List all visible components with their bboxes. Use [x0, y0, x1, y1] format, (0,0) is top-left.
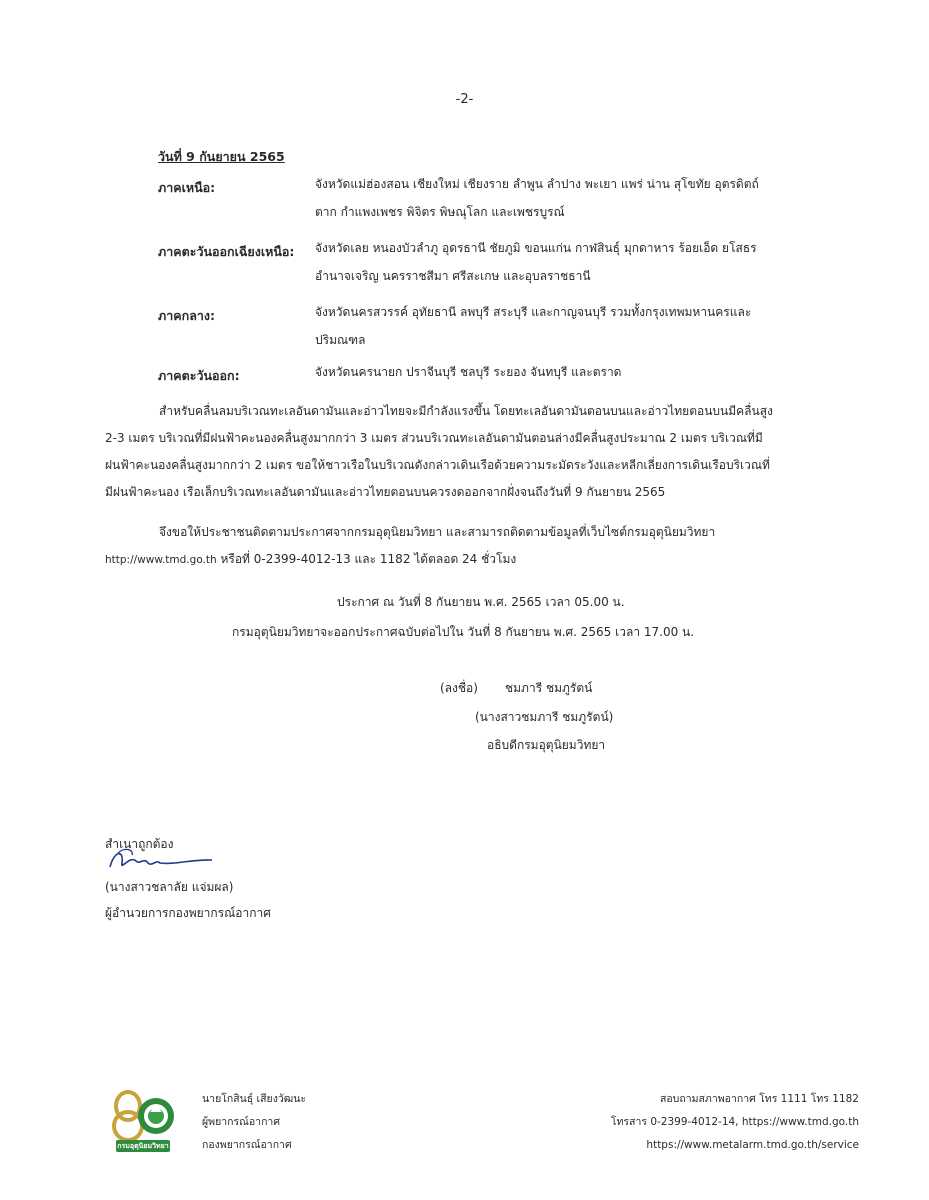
page-number: -2-	[455, 92, 474, 107]
region-text-northeast	[315, 234, 855, 290]
signed-prefix: (ลงชื่อ)	[440, 681, 478, 695]
logo-text: กรมอุตุนิยมวิทยา	[117, 1142, 169, 1150]
forecaster-division: กองพยากรณ์อากาศ	[202, 1139, 292, 1151]
region-label-north: ภาคเหนือ:	[158, 180, 216, 195]
region-text-east	[315, 358, 855, 386]
footer-right	[611, 1088, 859, 1157]
region-label-central: ภาคกลาง:	[158, 308, 215, 323]
contact-line-2: โทรสาร 0-2399-4012-14, https://www.tmd.go.th	[610, 1116, 859, 1128]
footer-left	[202, 1088, 306, 1157]
contact-line-1: สอบถามสภาพอากาศ โทร 1111 โทร 1182	[659, 1093, 859, 1105]
website-link[interactable]: http://www.tmd.go.th	[105, 554, 217, 566]
phone-text: หรือที่ 0-2399-4012-13 และ 1182 ได้ตลอด 24 ชั่วโมง	[216, 552, 517, 566]
paragraph-line: จึงขอให้ประชาชนติดตามประกาศจากกรมอุตุนิยมวิทยา และสามารถติดตามข้อมูลที่เว็บไซต์กรมอุตุนิยมวิทยา	[159, 525, 716, 539]
certified-label: สำเนาถูกต้อง	[105, 837, 174, 851]
next-announcement-line: กรมอุตุนิยมวิทยาจะออกประกาศฉบับต่อไปใน วันที่ 8 กันยายน พ.ศ. 2565 เวลา 17.00 น.	[232, 625, 695, 639]
region-line: อำนาจเจริญ นครราชสีมา ศรีสะเกษ และอุบลราชธานี	[315, 269, 591, 283]
region-line: จังหวัดนครสวรรค์ อุทัยธานี ลพบุรี สระบุรี และกาญจนบุรี รวมทั้งกรุงเทพมหานครและ	[315, 305, 752, 319]
signed-name: ชมภารี ชมภูรัตน์	[505, 681, 593, 695]
tmd-80-years-logo	[106, 1082, 180, 1156]
region-line: ปริมณฑล	[315, 333, 366, 347]
region-line: จังหวัดแม่ฮ่องสอน เชียงใหม่ เชียงราย ลำพูน ลำปาง พะเยา แพร่ น่าน สุโขทัย อุตรดิตถ์	[315, 177, 759, 191]
region-label-northeast: ภาคตะวันออกเฉียงเหนือ:	[158, 244, 295, 259]
contact-line-3[interactable]: https://www.metalarm.tmd.go.th/service	[646, 1139, 859, 1151]
region-text-central	[315, 298, 855, 354]
follow-paragraph	[105, 519, 825, 574]
region-label-east: ภาคตะวันออก:	[158, 368, 240, 383]
paragraph-line: มีฝนฟ้าคะนอง เรือเล็กบริเวณทะเลอันดามันและอ่าวไทยตอนบนควรงดออกจากฝั่งจนถึงวันที่ 9 กันยายน 2565	[105, 485, 666, 499]
handwritten-signature	[104, 845, 216, 877]
wave-paragraph	[105, 398, 825, 506]
region-text-north	[315, 170, 855, 226]
forecaster-role: ผู้พยากรณ์อากาศ	[202, 1116, 280, 1128]
region-line: จังหวัดเลย หนองบัวลำภู อุดรธานี ชัยภูมิ ขอนแก่น กาฬสินธุ์ มุกดาหาร ร้อยเอ็ด ยโสธร	[315, 241, 757, 255]
signatory-position: อธิบดีกรมอุตุนิยมวิทยา	[487, 738, 606, 752]
signatory-full-name: (นางสาวชมภารี ชมภูรัตน์)	[475, 710, 614, 724]
issued-line: ประกาศ ณ วันที่ 8 กันยายน พ.ศ. 2565 เวลา 05.00 น.	[337, 595, 625, 609]
paragraph-line: 2-3 เมตร บริเวณที่มีฝนฟ้าคะนองคลื่นสูงมากกว่า 3 เมตร ส่วนบริเวณทะเลอันดามันตอนล่างมีคลื่นสูงประมาณ 2 เมตร บริเวณที่มี	[105, 431, 763, 445]
certified-name: (นางสาวชลาลัย แจ่มผล)	[105, 880, 234, 894]
certified-position: ผู้อำนวยการกองพยากรณ์อากาศ	[105, 906, 271, 920]
paragraph-line	[105, 546, 825, 574]
forecaster-name: นายโกสินธุ์ เสียงวัฒนะ	[202, 1093, 307, 1105]
region-line: จังหวัดนครนายก ปราจีนบุรี ชลบุรี ระยอง จันทบุรี และตราด	[315, 365, 622, 379]
date-heading: วันที่ 9 กันยายน 2565	[158, 149, 285, 164]
region-line: ตาก กำแพงเพชร พิจิตร พิษณุโลก และเพชรบูรณ์	[315, 205, 565, 219]
paragraph-line: ฝนฟ้าคะนองคลื่นสูงมากกว่า 2 เมตร ขอให้ชาวเรือในบริเวณดังกล่าวเดินเรือด้วยความระมัดระวังและหลีกเลี่ยงการเดินเรือบริเวณที่	[105, 458, 770, 472]
paragraph-line: สำหรับคลื่นลมบริเวณทะเลอันดามันและอ่าวไทยจะมีกำลังแรงขึ้น โดยทะเลอันดามันตอนบนและอ่าวไทยตอนบนมีคลื่นสูง	[159, 404, 773, 418]
